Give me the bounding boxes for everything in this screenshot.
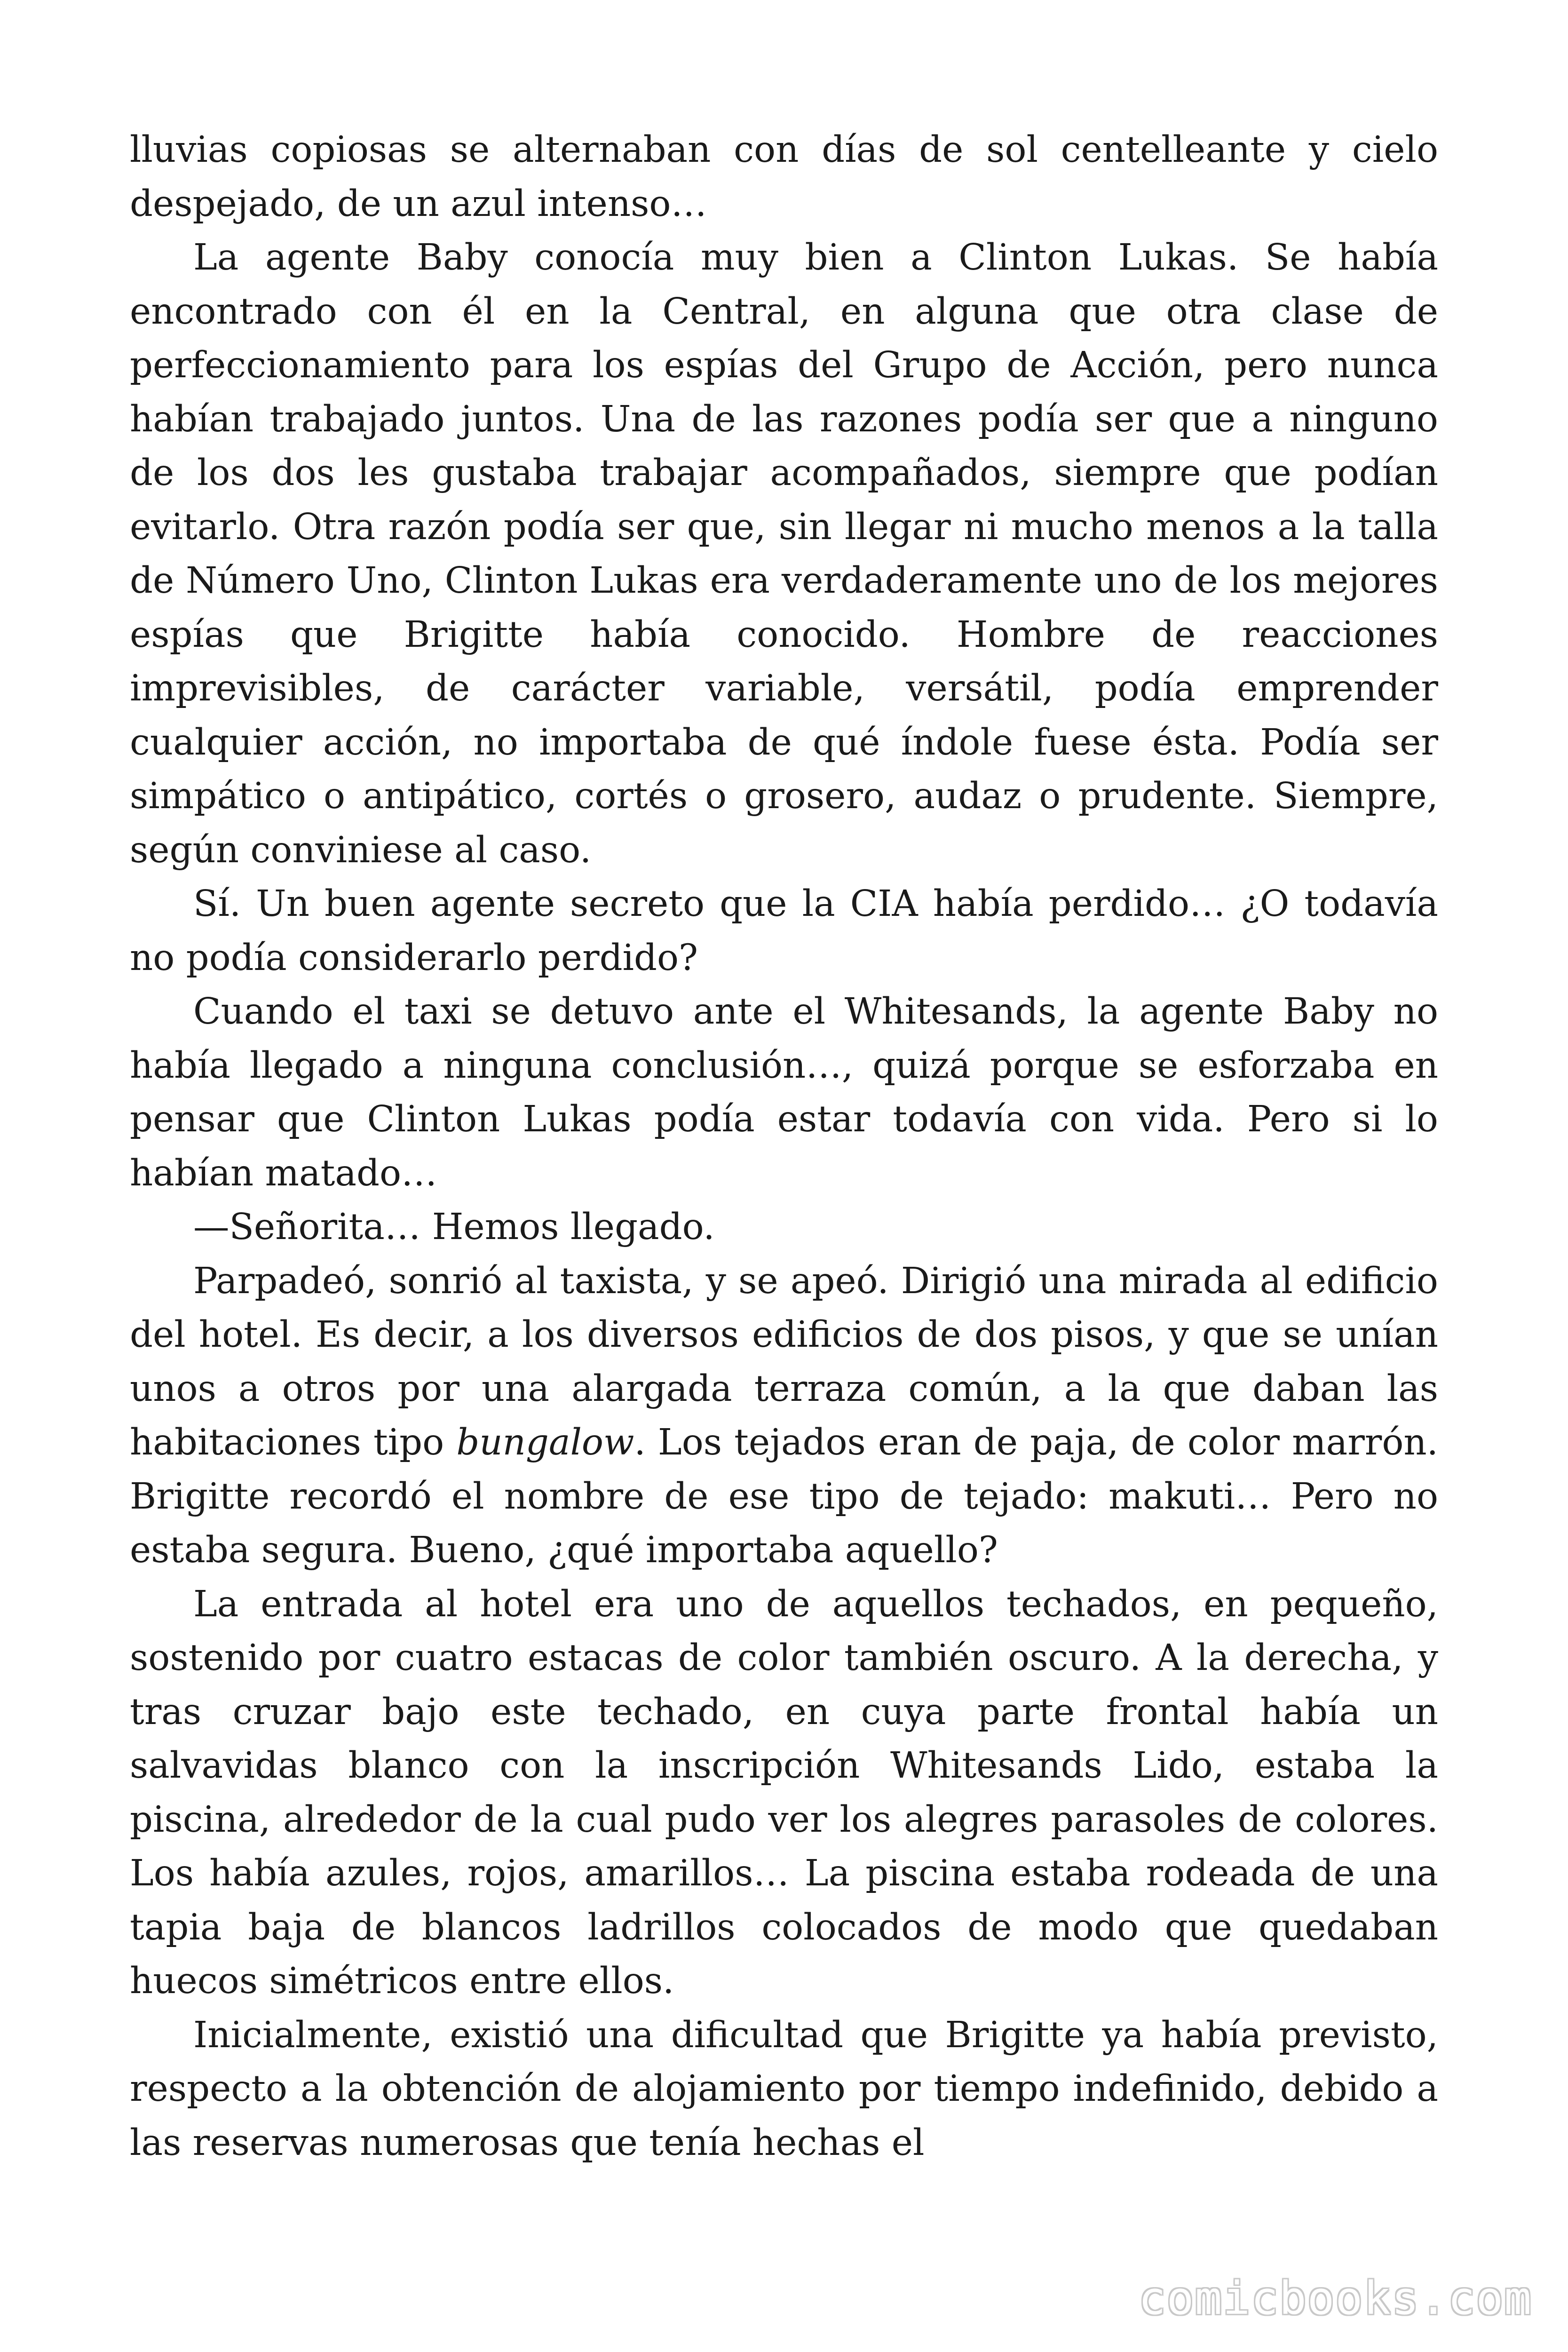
paragraph-8: Inicialmente, existió una dificultad que Brigitte ya había previsto, respecto a la obtención de alojamiento por tiempo indefinido, debido a las reservas numerosas que tenía hechas el — [130, 2014, 1438, 2164]
page-text — [130, 123, 1438, 2170]
paragraph-6-italic: bungalow — [456, 1422, 634, 1463]
watermark: comicbooks.com — [1138, 2272, 1532, 2325]
paragraph-6-after: . Los tejados eran de paja, de color marrón. Brigitte recordó el nombre de ese tipo de tejado: makuti… Pero no estaba segura. Bueno, ¿qué importaba aquello? — [130, 1422, 1438, 1571]
paragraph-5-dialogue: —Señorita… Hemos llegado. — [193, 1206, 715, 1248]
paragraph-2: La agente Baby conocía muy bien a Clinton Lukas. Se había encontrado con él en la Central, en alguna que otra clase de perfeccionamiento para los espías del Grupo de Acción, pero nunca habían trabajado juntos. Una de las razones podía ser que a ninguno de los dos les gustaba trabajar acompañados, siempre que podían evitarlo. Otra razón podía ser que, sin llegar ni mucho menos a la talla de Número Uno, Clinton Lukas era verdaderamente uno de los mejores espías que Brigitte había conocido. Hombre de reacciones imprevisibles, de carácter variable, versátil, podía emprender cualquier acción, no importaba de qué índole fuese ésta. Podía ser simpático o antipático, cortés o grosero, audaz o prudente. Siempre, según conviniese al caso. — [130, 237, 1438, 871]
paragraph-7: La entrada al hotel era uno de aquellos techados, en pequeño, sostenido por cuatro estacas de color también oscuro. A la derecha, y tras cruzar bajo este techado, en cuya parte frontal había un salvavidas blanco con la inscripción Whitesands Lido, estaba la piscina, alrededor de la cual pudo ver los alegres parasoles de colores. Los había azules, rojos, amarillos… La piscina estaba rodeada de una tapia baja de blancos ladrillos colocados de modo que quedaban huecos simétricos entre ellos. — [130, 1583, 1438, 2002]
paragraph-6 — [130, 1255, 1438, 1578]
paragraph-4: Cuando el taxi se detuvo ante el Whitesands, la agente Baby no había llegado a ninguna conclusión…, quizá porque se esforzaba en pensar que Clinton Lukas podía estar todavía con vida. Pero si lo habían matado… — [130, 991, 1438, 1194]
paragraph-6-before: Parpadeó, sonrió al taxista, y se apeó. Dirigió una mirada al edificio del hotel. Es decir, a los diversos edificios de dos pisos, y que se unían unos a otros por una alargada terraza común, a la que daban las habitaciones tipo — [130, 1260, 1438, 1463]
paragraph-1: lluvias copiosas se alternaban con días de sol centelleante y cielo despejado, de un azul intenso… — [130, 129, 1438, 225]
paragraph-3: Sí. Un buen agente secreto que la CIA había perdido… ¿O todavía no podía considerarlo perdido? — [130, 883, 1438, 979]
